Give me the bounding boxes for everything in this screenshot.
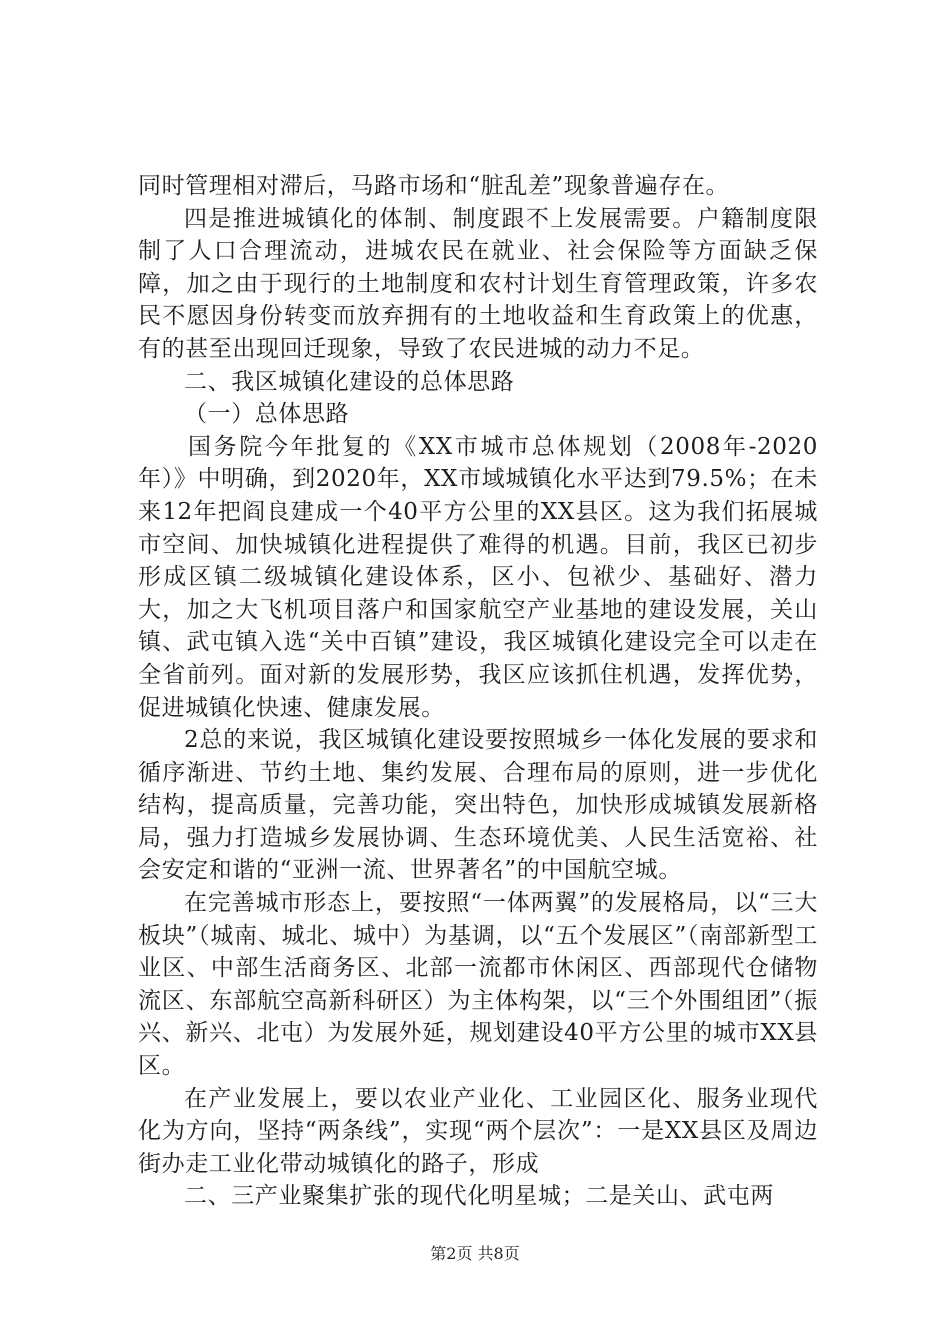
subsection-heading-overall-approach: （一）总体思路 (184, 401, 350, 428)
paragraph-urban-form: 在完善城市形态上，要按照“一体两翼”的发展格局，以“三大板块”（城南、城北、城中）为基调，以“五个发展区”（南部新型工业区、中部生活商务区、北部一流都市休闲区、西部现代仓储物流区、东部航空高新科研区）为主体构架，以“三个外围组团”（振兴、新兴、北屯）为发展外延，规划建设40平方公里的城市XX县区。 (138, 890, 818, 1080)
paragraph-state-council-plan: 国务院今年批复的《XX市城市总体规划（2008年-2020年）》中明确，到2020年，XX市域城镇化水平达到79.5%；在未来12年把阎良建成一个40平方公里的XX县区。这为我们拓展城市空间、加快城镇化进程提供了难得的机遇。目前，我区已初步形成区镇二级城镇化建设体系，区小、包袱少、基础好、潜力大，加之大飞机项目落户和国家航空产业基地的建设发展，关山镇、武屯镇入选“关中百镇”建设，我区城镇化建设完全可以走在全省前列。面对新的发展形势，我区应该抓住机遇，发挥优势，促进城镇化快速、健康发展。 (138, 433, 818, 721)
section-heading-overall-approach: 二、我区城镇化建设的总体思路 (184, 368, 515, 395)
paragraph-point-four: 四是推进城镇化的体制、制度跟不上发展需要。户籍制度限制了人口合理流动，进城农民在就业、社会保险等方面缺乏保障，加之由于现行的土地制度和农村计划生育管理政策，许多农民不愿因身份转变而放弃拥有的土地收益和生育政策上的优惠，有的甚至出现回迁现象，导致了农民进城的动力不足。 (138, 205, 818, 362)
page-number-footer: 第2页 共8页 (430, 1244, 520, 1263)
document-body (138, 170, 818, 1213)
paragraph-continuation: 同时管理相对滞后，马路市场和“脏乱差”现象普遍存在。 (138, 173, 730, 199)
paragraph-secondary-tertiary-industry: 二、三产业聚集扩张的现代化明星城；二是关山、武屯两 (184, 1183, 774, 1210)
paragraph-overall-requirements: 2总的来说，我区城镇化建设要按照城乡一体化发展的要求和循序渐进、节约土地、集约发展、合理布局的原则，进一步优化结构，提高质量，完善功能，突出特色，加快形成城镇发展新格局，强力打造城乡发展协调、生态环境优美、人民生活宽裕、社会安定和谐的“亚洲一流、世界著名”的中国航空城。 (138, 727, 818, 884)
paragraph-industrial-development: 在产业发展上，要以农业产业化、工业园区化、服务业现代化为方向，坚持“两条线”，实现“两个层次”：一是XX县区及周边街办走工业化带动城镇化的路子，形成 (138, 1085, 818, 1177)
